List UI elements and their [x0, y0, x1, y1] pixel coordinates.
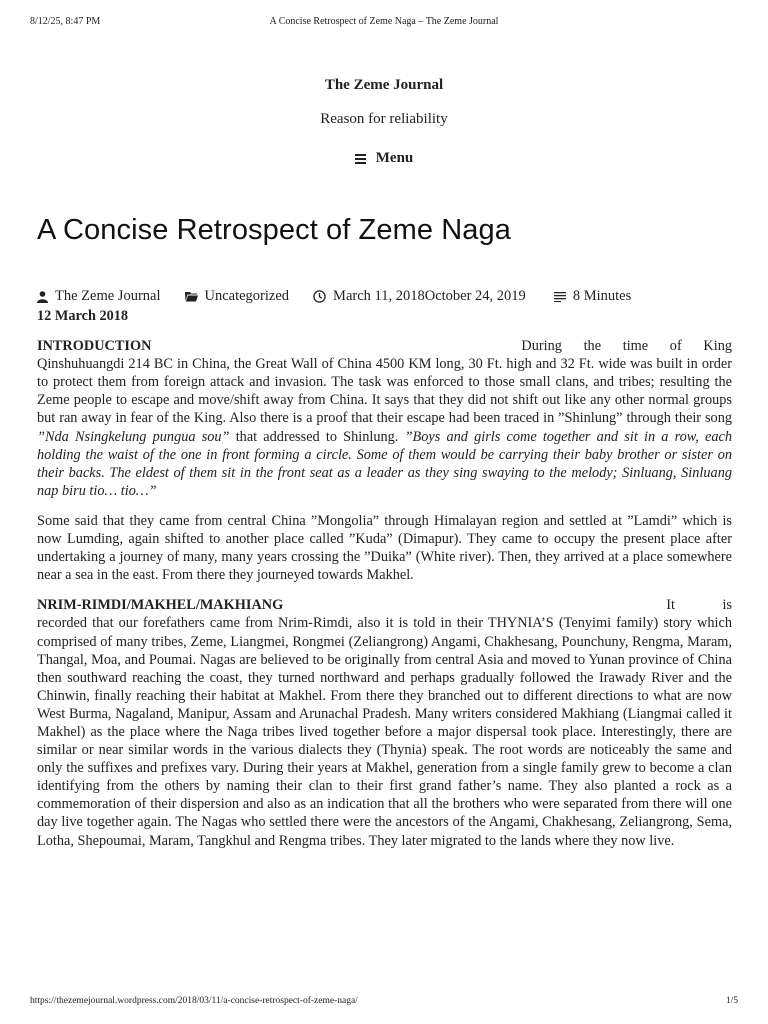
site-tagline: Reason for reliability [320, 111, 448, 127]
folder-icon [185, 291, 198, 302]
post-meta [37, 288, 731, 305]
intro-heading: INTRODUCTION [37, 338, 152, 355]
clock-icon [313, 290, 326, 303]
category-link[interactable]: Uncategorized [204, 288, 290, 304]
post-date-line: 12 March 2018 [37, 308, 129, 324]
intro-quote: ”Boys and girls come together and sit in a row, each holding the waist of the one in front forming a circle. Some of them would be carrying their baby brother or sister on their backs. The eldest of them sit in the front seat as a leader as they sing swaying to the melody; Sinluang, Sinluang nap biru tio… tio…” [37, 428, 733, 499]
text-lines-icon [554, 291, 566, 302]
author-link[interactable]: The Zeme Journal [55, 288, 161, 304]
section2-text: It is recorded that our forefathers came from Nrim-Rimdi, also it is told in their THYNIA’S (Tenyimi family) story which comprised of many tribes, Zeme, Liangmei, Rongmei (Zeliangrong) Angami, Chakhesang, Pounchuny, Rengma, Maram, Thangal, Moa, and Poumai. Nagas are believed to be originally from central Asia and moved to Yunan province of China then southward reaching the coast, they turned northward and perhaps gradually followed the Irawady River and the Chinwin, finally reaching their habitat at Makhel. From there they branched out to different directions to what are now West Burma, Nagaland, Manipur, Assam and Arunachal Pradesh. Many writers considered Makhiang (Liangmai called it Makhel) as the place where the Naga tribes lived together before a major dispersal took place. Interestingly, there are similar or near similar words in the various dialects they (Thynia) speak. The root words are noticeably the same and only the suffixes and prefixes vary. During their years at Makhel, generation from a single family grew to become a clan identifying from the others by naming their clan to their first grand father’s name. They also planted a rock as a commemoration of their dispersion and also as an indication that all the brothers who were separated from there will one day live together again. The Nagas who settled there were the ancestors of the Angami, Chakhesang, Zeliangrong, Sema, Lotha, Shepoumai, Maram, Tangkhul and Rengma tribes. They later migrated to the lands where they now live. [37, 597, 732, 849]
post-content [37, 307, 732, 850]
intro-song: ”Nda Nsingkelung pungua sou” [37, 428, 230, 445]
print-page-number: 1/5 [725, 996, 738, 1006]
reading-time: 8 Minutes [572, 288, 632, 304]
print-datetime: 8/12/25, 8:47 PM [30, 16, 101, 27]
menu-label: Menu [375, 150, 414, 166]
print-doc-title: A Concise Retrospect of Zeme Naga – The Zeme Journal [269, 16, 499, 27]
intro-mid: that addressed to Shinlung. [229, 428, 405, 445]
print-footer [30, 996, 738, 1006]
meta-reading-time [554, 288, 631, 305]
date-link[interactable]: March 11, 2018October 24, 2019 [333, 288, 526, 304]
meta-category [185, 288, 290, 305]
intro-paragraph [37, 337, 732, 500]
paragraph-origins: Some said that they came from central China ”Mongolia” through Himalayan region and settled at ”Lamdi” which is now Lumding, again shifted to another place called ”Kuda” (Dimapur). They came to occupy the present place after undertaking a journey of many, many years crossing the ”Duika” (White river). Then, they arrived at a place somewhere near a sea in the east. From there they journeyed towards Makhel. [37, 512, 732, 584]
meta-date [313, 288, 526, 305]
meta-author [37, 288, 161, 305]
intro-text: During the time of King Qinshuhuangdi 214 BC in China, the Great Wall of China 4500 KM long, 30 Ft. high and 32 Ft. wide was built in order to protect them from foreign attack and invasion. The task was enforced to those small clans, and tribes; resulting the Zeme people to escape and move/shift away from China. It says that they did not shift out like any other normal groups but ran away in fear of the King. Also there is a proof that their escape had been traced in ”Shinlung” through their song [37, 338, 732, 427]
post-title: A Concise Retrospect of Zeme Naga [37, 214, 511, 246]
hamburger-icon [355, 152, 366, 166]
print-header [30, 16, 738, 27]
menu-toggle-button[interactable] [355, 150, 414, 167]
site-title-link[interactable]: The Zeme Journal [324, 77, 444, 93]
person-icon [37, 291, 48, 303]
print-url: https://thezemejournal.wordpress.com/2018/03/11/a-concise-retrospect-of-zeme-naga/ [30, 996, 358, 1006]
section2-paragraph [37, 596, 732, 849]
site-header [0, 76, 768, 171]
section2-heading: NRIM-RIMDI/MAKHEL/MAKHIANG [37, 597, 284, 614]
